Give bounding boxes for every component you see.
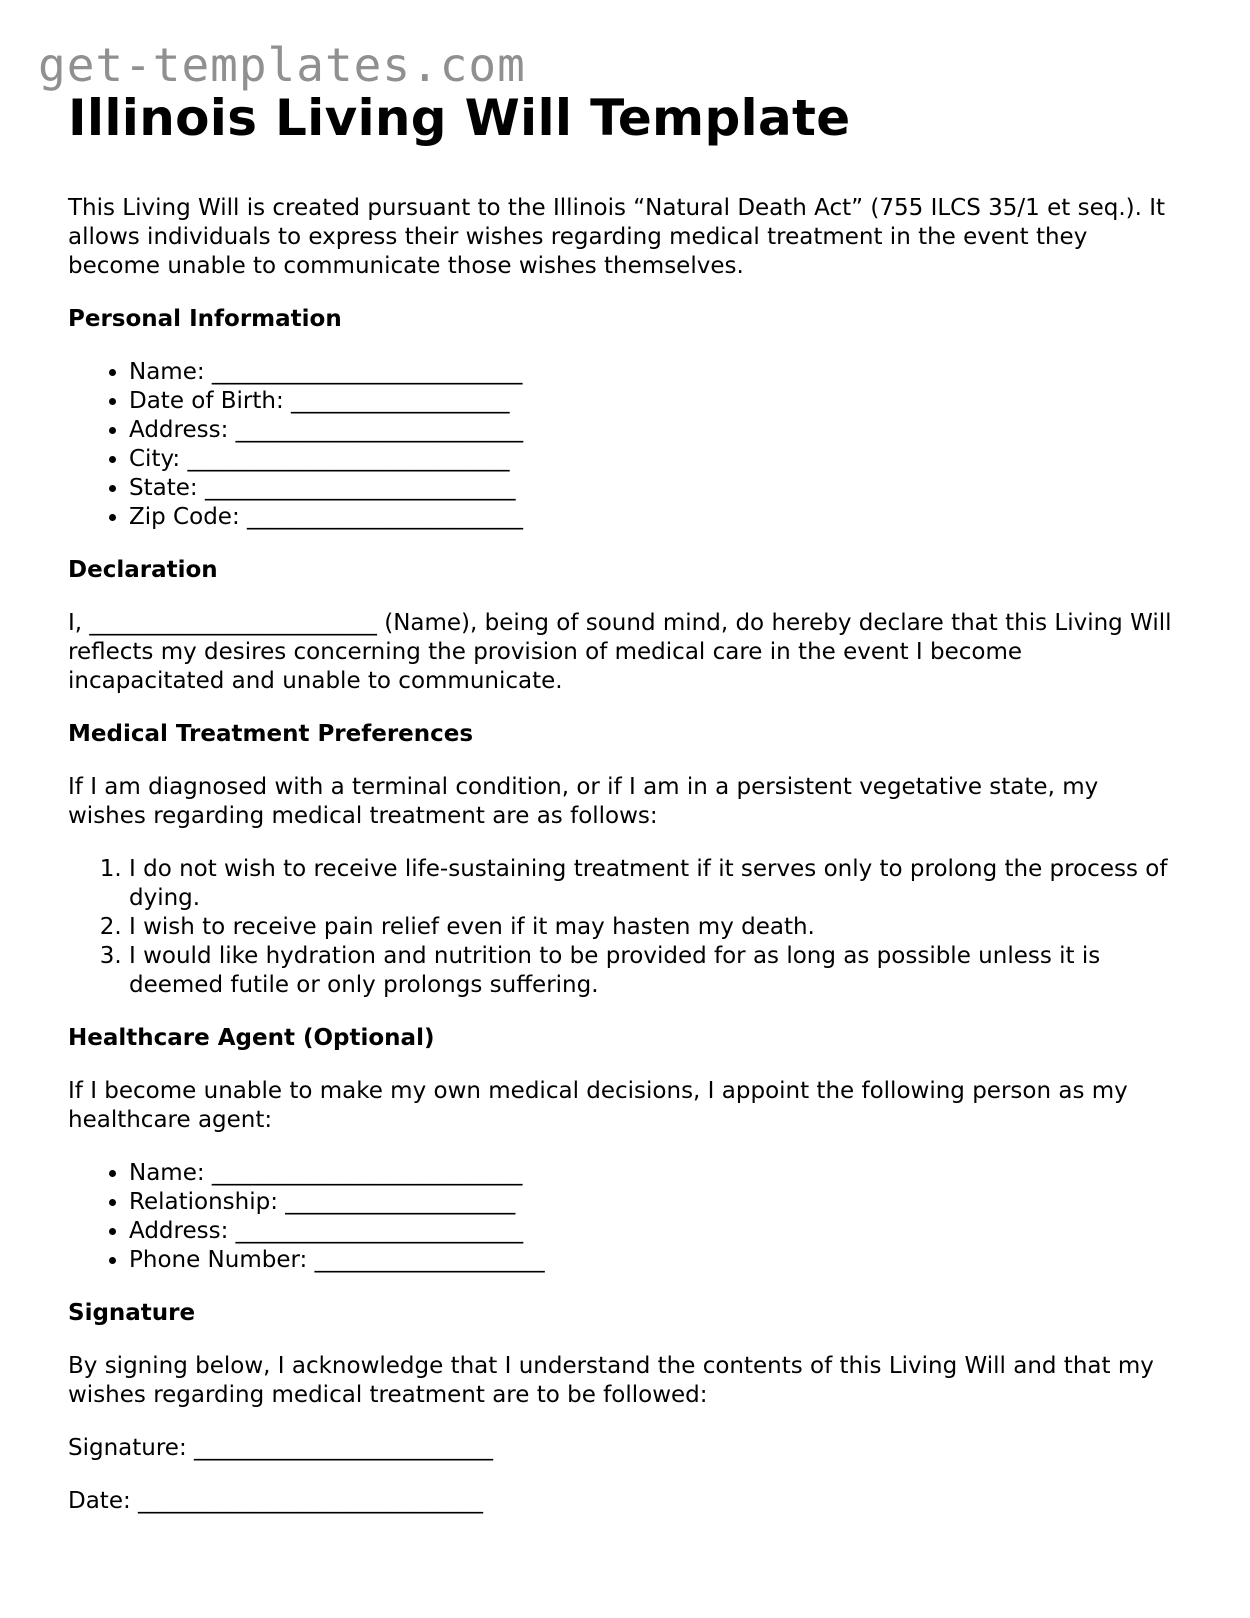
signature-heading: Signature [68,1300,196,1326]
declaration-heading: Declaration [68,557,218,583]
personal-info-heading: Personal Information [68,306,342,332]
personal-name-field[interactable]: • Name: ___________________________ [129,358,1178,387]
watermark: get-templates.com [38,38,526,92]
signature-text: By signing below, I acknowledge that I understand the contents of this Living Will and that my wishes regarding medical treatment are to be followed: [68,1353,1154,1408]
healthcare-agent-list [68,1159,1178,1275]
agent-phone-field[interactable]: • Phone Number: ____________________ [129,1246,1178,1275]
personal-zip-field[interactable]: • Zip Code: ________________________ [129,503,1178,532]
signature-field[interactable]: Signature: __________________________ [68,1435,494,1461]
agent-relationship-field[interactable]: • Relationship: ____________________ [129,1188,1178,1217]
personal-city-field[interactable]: • City: ____________________________ [129,445,1178,474]
agent-name-field[interactable]: • Name: ___________________________ [129,1159,1178,1188]
medical-preference-item: 1. I do not wish to receive life-sustaining treatment if it serves only to prolong the process of dying. [129,855,1178,913]
personal-dob-field[interactable]: • Date of Birth: ___________________ [129,387,1178,416]
healthcare-agent-text: If I become unable to make my own medical decisions, I appoint the following person as my healthcare agent: [68,1078,1128,1133]
intro-paragraph: This Living Will is created pursuant to the Illinois “Natural Death Act” (755 ILCS 35/1 et seq.). It allows individuals to express their wishes regarding medical treatment in the event they become unable to communicate those wishes themselves. [68,195,1166,279]
medical-preferences-list [68,855,1178,1000]
healthcare-agent-heading: Healthcare Agent (Optional) [68,1025,435,1051]
medical-preferences-heading: Medical Treatment Preferences [68,721,474,747]
personal-address-field[interactable]: • Address: _________________________ [129,416,1178,445]
document-body [68,88,1178,1516]
medical-preference-item: 3. I would like hydration and nutrition to be provided for as long as possible unless it is deemed futile or only prolongs suffering. [129,942,1178,1000]
page-title: Illinois Living Will Template [68,89,851,147]
declaration-text: I, _________________________ (Name), being of sound mind, do hereby declare that this Living Will reflects my desires concerning the provision of medical care in the event I become incapacitated and unable to communicate. [68,610,1172,694]
date-field[interactable]: Date: ______________________________ [68,1488,484,1514]
medical-preferences-text: If I am diagnosed with a terminal condition, or if I am in a persistent vegetative state, my wishes regarding medical treatment are as follows: [68,774,1099,829]
medical-preference-item: 2. I wish to receive pain relief even if it may hasten my death. [129,913,1178,942]
agent-address-field[interactable]: • Address: _________________________ [129,1217,1178,1246]
personal-state-field[interactable]: • State: ___________________________ [129,474,1178,503]
personal-info-list [68,358,1178,532]
